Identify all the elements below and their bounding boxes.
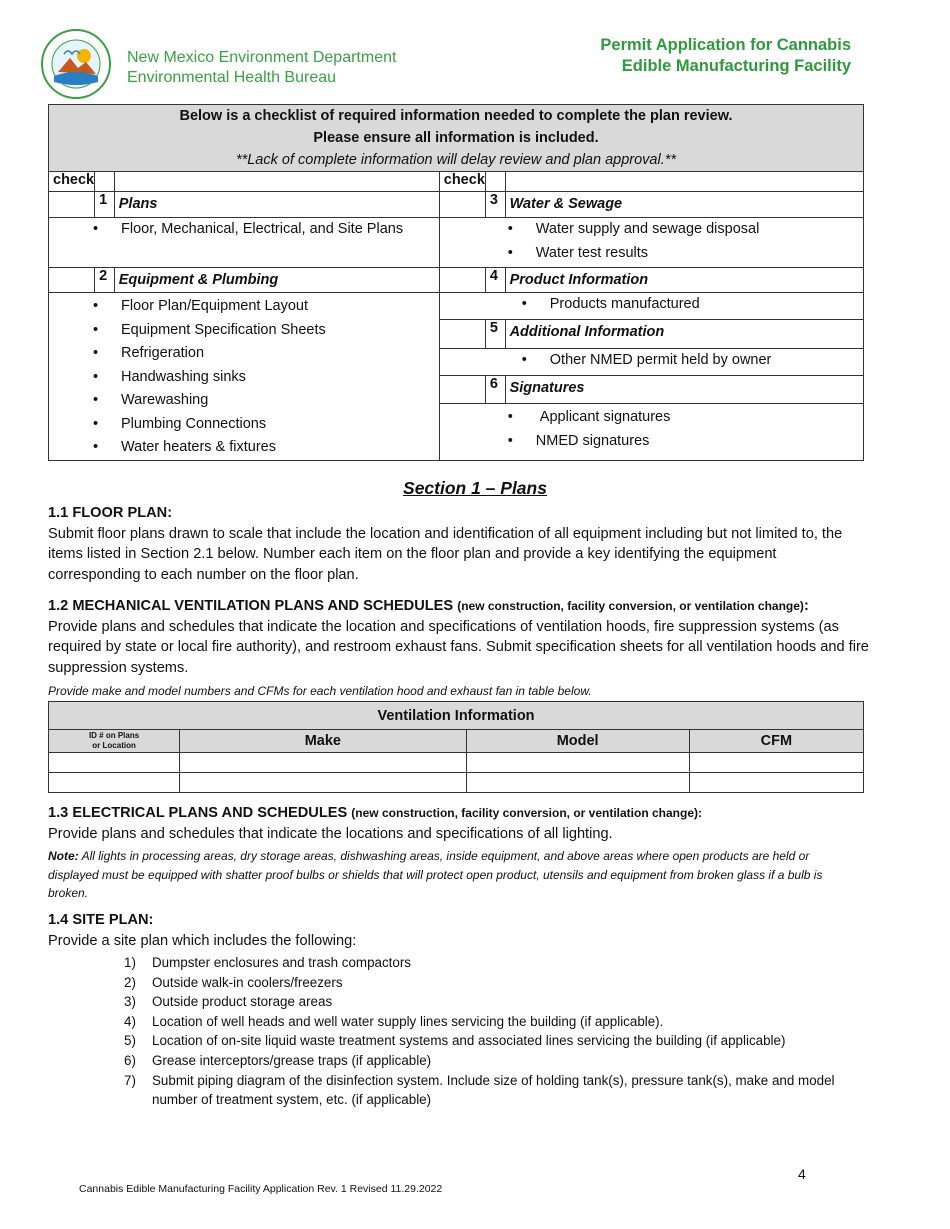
checklist-header <box>49 105 864 172</box>
checkbox-product-information[interactable] <box>439 268 485 293</box>
table-cell-input[interactable] <box>689 773 863 793</box>
floor-plan-section <box>48 503 873 585</box>
list-number: 3) <box>124 994 136 1010</box>
list-item: • Products manufactured <box>550 293 863 317</box>
check-column-label: check <box>439 172 485 192</box>
checklist-intro-2: Please ensure all information is included. <box>313 130 599 146</box>
column-id-location <box>49 730 180 753</box>
list-item <box>48 973 863 993</box>
water-sewage-items <box>439 218 863 268</box>
table-row <box>49 773 864 793</box>
floor-plan-text: Submit floor plans drawn to scale that include the location and identification of all equipment including but not limited to, the items listed in Section 2.1 below. Number each item on the floor plan and provide a key identifying the equipment corresponding to each number on the floor plan. <box>48 525 843 583</box>
bureau-line: Environmental Health Bureau <box>127 69 337 86</box>
section-number: 2 <box>95 268 115 293</box>
list-number: 7) <box>124 1072 136 1088</box>
table-cell-input[interactable] <box>466 753 689 773</box>
column-id-line-1: ID # on Plans <box>88 731 140 740</box>
column-cfm: CFM <box>689 730 863 753</box>
footer-text: Cannabis Edible Manufacturing Facility Application Rev. 1 Revised 11.29.2022 <box>79 1183 443 1195</box>
additional-information-items <box>439 349 863 376</box>
site-plan-section <box>48 910 873 951</box>
list-item <box>48 1051 863 1071</box>
site-plan-intro: Provide a site plan which includes the following: <box>48 932 357 949</box>
list-item <box>48 992 863 1012</box>
page-number: 4 <box>798 1166 806 1182</box>
list-item: • Plumbing Connections <box>121 413 439 437</box>
table-cell-input[interactable] <box>689 753 863 773</box>
list-text: Outside product storage areas <box>152 994 333 1010</box>
mechanical-qualifier: (new construction, facility conversion, or ventilation change) <box>457 599 804 613</box>
list-number: 1) <box>124 955 136 970</box>
mechanical-text: Provide plans and schedules that indicate the location and specifications of ventilation hoods, fire suppression systems (as required by state or local fire authority), and restroom exhaust fans. Submit specification sheets for all ventilation hoods and fire suppression systems. <box>48 618 869 676</box>
section-title-signatures: Signatures <box>505 376 863 404</box>
nmed-logo <box>40 28 112 100</box>
section-number: 6 <box>485 376 505 404</box>
site-plan-list <box>48 953 863 1110</box>
plans-items <box>49 218 440 268</box>
checkbox-equipment-plumbing[interactable] <box>49 268 95 293</box>
list-item-text: Applicant signatures <box>539 409 671 426</box>
list-text: Grease interceptors/grease traps (if applicable) <box>152 1052 432 1068</box>
checkbox-water-sewage[interactable] <box>439 192 485 218</box>
electrical-title: 1.3 ELECTRICAL PLANS AND SCHEDULES <box>48 805 348 821</box>
column-id-line-2: or Location <box>92 741 136 750</box>
checkbox-plans[interactable] <box>49 192 95 218</box>
checklist-table <box>48 104 864 461</box>
table-row <box>49 753 864 773</box>
section-title-equipment-plumbing: Equipment & Plumbing <box>114 268 439 293</box>
list-item: • Floor, Mechanical, Electrical, and Site Plans <box>121 218 439 242</box>
product-information-items <box>439 293 863 320</box>
table-cell-input[interactable] <box>180 753 466 773</box>
list-item: • Equipment Specification Sheets <box>121 319 439 343</box>
list-number: 4) <box>124 1013 136 1029</box>
ventilation-table <box>48 701 864 793</box>
signatures-items <box>439 404 863 460</box>
electrical-qualifier: (new construction, facility conversion, or ventilation change): <box>351 806 702 820</box>
electrical-note <box>48 847 848 903</box>
list-item <box>48 1031 863 1051</box>
nmed-seal-icon <box>40 28 112 100</box>
mechanical-title: 1.2 MECHANICAL VENTILATION PLANS AND SCHEDULES <box>48 598 454 614</box>
list-text: Location of well heads and well water supply lines servicing the building (if applicable). <box>152 1013 664 1029</box>
list-item: • Warewashing <box>121 389 439 413</box>
document-title <box>600 35 851 77</box>
column-model: Model <box>466 730 689 753</box>
checklist-intro-3: **Lack of complete information will delay review and plan approval.** <box>235 152 677 168</box>
section-title-water-sewage: Water & Sewage <box>505 192 863 218</box>
list-item: • Refrigeration <box>121 342 439 366</box>
list-item <box>48 953 863 973</box>
ventilation-note: Provide make and model numbers and CFMs for each ventilation hood and exhaust fan in table below. <box>48 684 592 698</box>
list-item: • Handwashing sinks <box>121 366 439 390</box>
list-text: Submit piping diagram of the disinfection system. Include size of holding tank(s), pressure tank(s), make and model number of treatment system, etc. (if applicable) <box>152 1072 835 1108</box>
section-title-product-information: Product Information <box>505 268 863 293</box>
list-text: Location of on-site liquid waste treatment systems and associated lines servicing the building (if applicable) <box>152 1033 786 1049</box>
list-text: Outside walk-in coolers/freezers <box>152 974 343 990</box>
site-plan-title: 1.4 SITE PLAN: <box>48 912 154 928</box>
section-number: 3 <box>485 192 505 218</box>
site-plan-list-container <box>48 953 863 1110</box>
section-number: 5 <box>485 320 505 349</box>
list-item: • NMED signatures <box>536 430 863 454</box>
check-column-label: check <box>49 172 95 192</box>
list-number: 5) <box>124 1033 136 1049</box>
equipment-plumbing-items <box>49 293 440 461</box>
department-line: New Mexico Environment Department <box>127 49 397 66</box>
mechanical-colon: : <box>803 598 809 614</box>
list-item <box>48 1071 863 1110</box>
title-line-1: Permit Application for Cannabis <box>600 36 851 54</box>
checklist-intro-1: Below is a checklist of required information needed to complete the plan review. <box>179 108 733 124</box>
list-item: • Floor Plan/Equipment Layout <box>121 295 439 319</box>
floor-plan-title: 1.1 FLOOR PLAN: <box>48 505 173 521</box>
table-cell-input[interactable] <box>49 773 180 793</box>
list-number: 2) <box>124 974 136 990</box>
table-cell-input[interactable] <box>49 753 180 773</box>
table-cell-input[interactable] <box>180 773 466 793</box>
list-item: • Water supply and sewage disposal <box>536 218 863 242</box>
list-item: • Water heaters & fixtures <box>121 436 439 460</box>
checkbox-signatures[interactable] <box>439 376 485 404</box>
section-number: 4 <box>485 268 505 293</box>
list-item <box>536 406 863 430</box>
table-cell-input[interactable] <box>466 773 689 793</box>
note-text: All lights in processing areas, dry storage areas, dishwashing areas, inside equipment, and above areas where open products are held or displayed must be equipped with shatter proof bulbs or shields that will protect open product, utensils and equipment from broken glass if a bulb is broken. <box>48 849 823 900</box>
title-line-2: Edible Manufacturing Facility <box>621 57 851 75</box>
list-item: • Water test results <box>536 242 863 266</box>
section-heading: Section 1 – Plans <box>403 478 547 498</box>
list-item <box>48 1012 863 1032</box>
section-title-additional-information: Additional Information <box>505 320 863 349</box>
list-text: Dumpster enclosures and trash compactors <box>152 955 411 970</box>
department-name <box>127 48 396 88</box>
electrical-text: Provide plans and schedules that indicate the locations and specifications of all lighting. <box>48 825 613 842</box>
section-title-plans: Plans <box>114 192 439 218</box>
list-number: 6) <box>124 1052 136 1068</box>
ventilation-table-title: Ventilation Information <box>49 702 864 730</box>
section-number: 1 <box>95 192 115 218</box>
checkbox-additional-information[interactable] <box>439 320 485 349</box>
column-make: Make <box>180 730 466 753</box>
list-item: • Other NMED permit held by owner <box>550 349 863 373</box>
mechanical-section <box>48 596 873 678</box>
electrical-section <box>48 803 873 844</box>
note-label: Note: <box>48 849 79 863</box>
